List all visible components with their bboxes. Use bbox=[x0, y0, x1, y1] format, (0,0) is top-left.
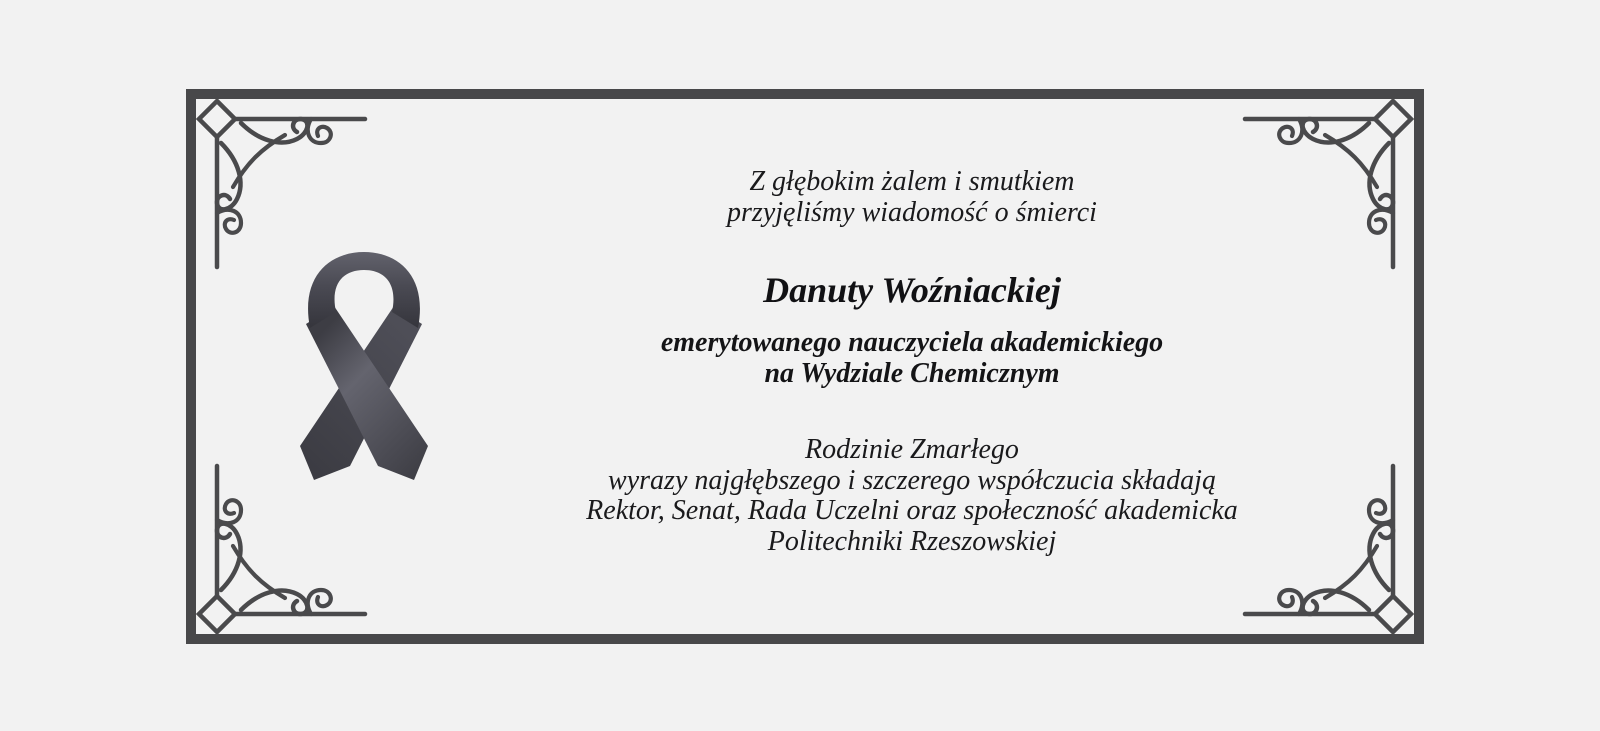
condolence-lines bbox=[512, 435, 1312, 557]
role-line-1: emerytowanego nauczyciela akademickiego bbox=[660, 327, 1164, 358]
condolence-line-1: Rodzinie Zmarłego bbox=[805, 434, 1019, 465]
corner-ornament-bottom-left-icon bbox=[193, 463, 368, 638]
condolence-line-4: Politechniki Rzeszowskiej bbox=[767, 525, 1057, 557]
intro-line-1: Z głębokim żalem i smutkiem bbox=[749, 166, 1075, 197]
role-line-2: na Wydziale Chemicznym bbox=[764, 357, 1060, 389]
obituary-text bbox=[512, 0, 1312, 731]
condolence-line-2: wyrazy najgłębszego i szczerego współczucia składają bbox=[608, 464, 1216, 496]
corner-ornament-top-left-icon bbox=[193, 95, 368, 270]
intro-lines bbox=[512, 167, 1312, 228]
mourning-ribbon-icon bbox=[290, 250, 438, 480]
condolence-line-3: Rektor, Senat, Rada Uczelni oraz społeczność akademicka bbox=[586, 495, 1238, 526]
intro-line-2: przyjęliśmy wiadomość o śmierci bbox=[727, 196, 1097, 228]
role-lines bbox=[512, 328, 1312, 389]
deceased-name: Danuty Woźniackiej bbox=[763, 270, 1061, 310]
